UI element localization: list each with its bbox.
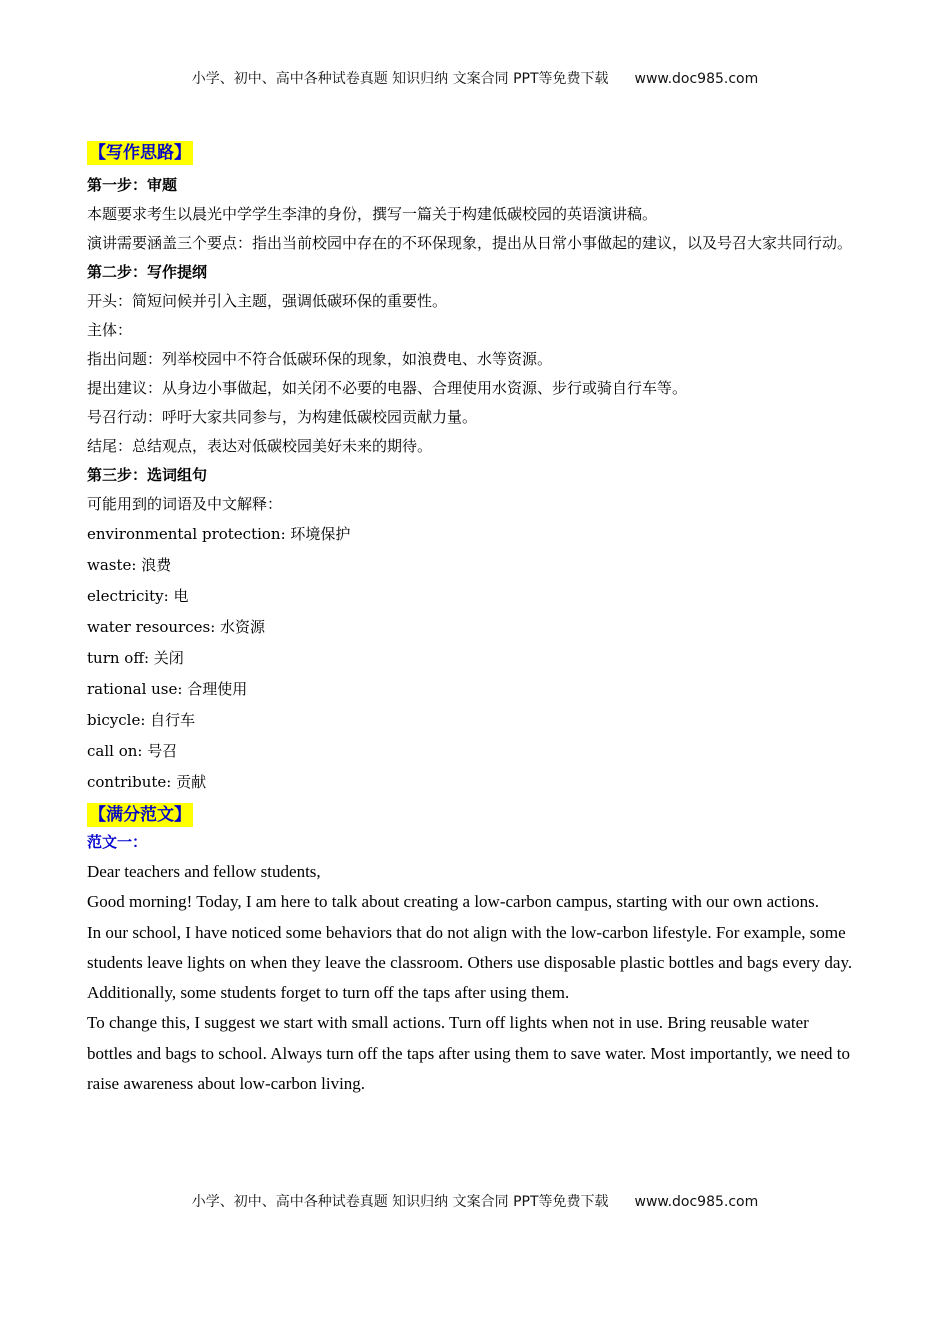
outline-line: 结尾：总结观点，表达对低碳校园美好未来的期待。 bbox=[87, 437, 433, 455]
essay-paragraph-2: In our school, I have noticed some behaviors that do not align with the low-carbon lifestyle. For example, some students leave lights on when they leave the classroom. Others use disposable plastic bottles and bags every day. Additionally, some students forget to turn off the taps after using them. bbox=[87, 922, 853, 1003]
vocab-item: rational use: 合理使用 bbox=[87, 680, 248, 698]
document-body bbox=[87, 141, 867, 1099]
step1-line1: 本题要求考生以晨光中学学生李津的身份，撰写一篇关于构建低碳校园的英语演讲稿。 bbox=[87, 205, 658, 223]
outline-line: 主体： bbox=[87, 321, 133, 339]
vocab-item: turn off: 关闭 bbox=[87, 649, 184, 667]
footer-url[interactable]: www.doc985.com bbox=[634, 1194, 759, 1210]
outline-line: 指出问题：列举校园中不符合低碳环保的现象，如浪费电、水等资源。 bbox=[87, 350, 553, 368]
essay-greeting: Dear teachers and fellow students, bbox=[87, 862, 321, 881]
outline-line: 提出建议：从身边小事做起，如关闭不必要的电器、合理使用水资源、步行或骑自行车等。 bbox=[87, 379, 688, 397]
vocab-item: waste: 浪费 bbox=[87, 556, 172, 574]
vocab-intro: 可能用到的词语及中文解释： bbox=[87, 495, 283, 513]
vocab-item: bicycle: 自行车 bbox=[87, 711, 196, 729]
essay-paragraph-3: To change this, I suggest we start with small actions. Turn off lights when not in use. Bring reusable water bottles and bags to school. Always turn off the taps after using them to save water. Most importantly, we need to raise awareness about low-carbon living. bbox=[87, 1013, 850, 1094]
vocab-item: water resources: 水资源 bbox=[87, 618, 266, 636]
step3-heading: 第三步：选词组句 bbox=[87, 466, 208, 484]
step2-heading: 第二步：写作提纲 bbox=[87, 263, 208, 281]
step1-line2: 演讲需要涵盖三个要点：指出当前校园中存在的不环保现象，提出从日常小事做起的建议，以及号召大家共同行动。 bbox=[87, 234, 853, 252]
vocab-item: call on: 号召 bbox=[87, 742, 178, 760]
vocab-item: electricity: 电 bbox=[87, 587, 189, 605]
vocab-item: contribute: 贡献 bbox=[87, 773, 207, 791]
step1-heading: 第一步：审题 bbox=[87, 176, 178, 194]
header-url[interactable]: www.doc985.com bbox=[634, 71, 759, 87]
outline-line: 号召行动：呼吁大家共同参与，为构建低碳校园贡献力量。 bbox=[87, 408, 478, 426]
header-text: 小学、初中、高中各种试卷真题 知识归纳 文案合同 PPT等免费下载 bbox=[191, 71, 609, 87]
outline-line: 开头：简短问候并引入主题，强调低碳环保的重要性。 bbox=[87, 292, 448, 310]
page-header bbox=[0, 68, 950, 88]
page-footer bbox=[0, 1191, 950, 1211]
footer-text: 小学、初中、高中各种试卷真题 知识归纳 文案合同 PPT等免费下载 bbox=[191, 1194, 609, 1210]
section-title-model-essay: 【满分范文】 bbox=[89, 805, 191, 825]
essay-paragraph-1: Good morning! Today, I am here to talk about creating a low-carbon campus, starting with our own actions. bbox=[87, 892, 819, 912]
sample-label: 范文一： bbox=[87, 833, 148, 851]
vocab-item: environmental protection: 环境保护 bbox=[87, 525, 351, 543]
section-title-writing-ideas: 【写作思路】 bbox=[89, 143, 191, 163]
